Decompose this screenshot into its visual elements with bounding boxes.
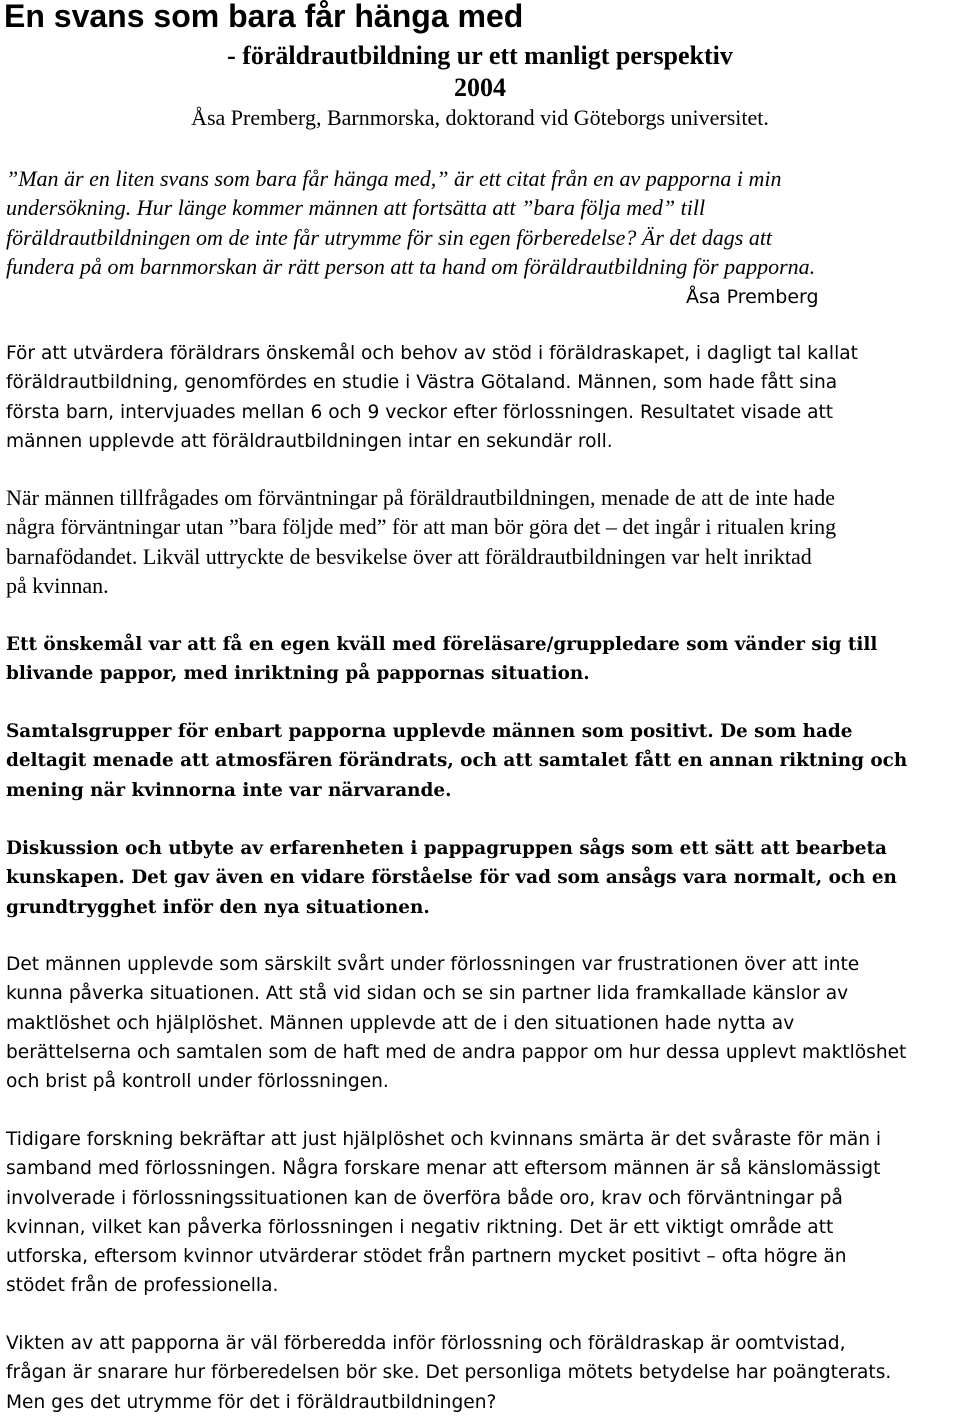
paragraph-discussion: Diskussion och utbyte av erfarenheten i pappagruppen sågs som ett sätt att bearbeta kunskapen. Det gav även en vidare förståelse för vad som ansågs vara normalt, och en grundtrygghet inför den nya situationen. [6,838,897,918]
quote-signature: Åsa Premberg [686,286,819,308]
document-subtitle: - föräldrautbildning ur ett manligt perspektiv [227,41,733,70]
document-year: 2004 [454,73,506,102]
author-line: Åsa Premberg, Barnmorska, doktorand vid Göteborgs universitet. [191,105,769,130]
document-title: En svans som bara får hänga med [4,0,524,34]
paragraph-expectations: När männen tillfrågades om förväntningar på föräldrautbildningen, menade de att de inte hade några förväntningar utan ”bara följde med” för att man bör göra det – det ingår i ritualen kring barnafödandet. Likväl uttryckte de besvikelse över att föräldrautbildningen var helt inriktad på kvinnan. [6,485,837,598]
paragraph-wish: Ett önskemål var att få en egen kväll med föreläsare/gruppledare som vänder sig till blivande pappor, med inriktning på pappornas situation. [6,634,878,685]
paragraph-study: För att utvärdera föräldrars önskemål och behov av stöd i föräldraskapet, i dagligt tal kallat föräldrautbildning, genomfördes en studie i Västra Götaland. Männen, som hade fått sina första barn, intervjuades mellan 6 och 9 veckor efter förlossningen. Resultatet visade att männen upplevde att föräldrautbildningen intar en sekundär roll. [6,343,858,452]
paragraph-research: Tidigare forskning bekräftar att just hjälplöshet och kvinnans smärta är det svåraste för män i samband med förlossningen. Några forskare menar att eftersom männen är så känslomässigt involverade i förlossningssituationen kan de överföra både oro, krav och förväntningar på kvinnan, vilket kan påverka förlossningen i negativ riktning. Det är ett viktigt område att utforska, eftersom kvinnor utvärderar stödet från partnern mycket positivt – ofta högre än stödet från de professionella. [6,1129,882,1297]
intro-quote: ”Man är en liten svans som bara får hänga med,” är ett citat från en av papporna i min undersökning. Hur länge kommer männen att fortsätta att ”bara följa med” till föräldrautbildningen om de inte får utrymme för sin egen förberedelse? Är det dags att fundera på om barnmorskan är rätt person att ta hand om föräldrautbildning för papporna. [6,166,816,279]
paragraph-birth-experience: Det männen upplevde som särskilt svårt under förlossningen var frustrationen över att inte kunna påverka situationen. Att stå vid sidan och se sin partner lida framkallade känslor av maktlöshet och hjälplöshet. Männen upplevde att de i den situationen hade nytta av berättelserna och samtalen som de haft med de andra pappor om hur dessa upplevt maktlöshet och brist på kontroll under förlossningen. [6,954,907,1093]
paragraph-groups: Samtalsgrupper för enbart papporna upplevde männen som positivt. De som hade deltagit menade att atmosfären förändrats, och att samtalet fått en annan riktning och mening när kvinnorna inte var närvarande. [6,721,908,801]
paragraph-conclusion: Vikten av att papporna är väl förberedda inför förlossning och föräldraskap är oomtvistad, frågan är snarare hur förberedelsen bör ske. Det personliga mötets betydelse har poängterats. Men ges det utrymme för det i föräldrautbildningen? [6,1333,892,1413]
